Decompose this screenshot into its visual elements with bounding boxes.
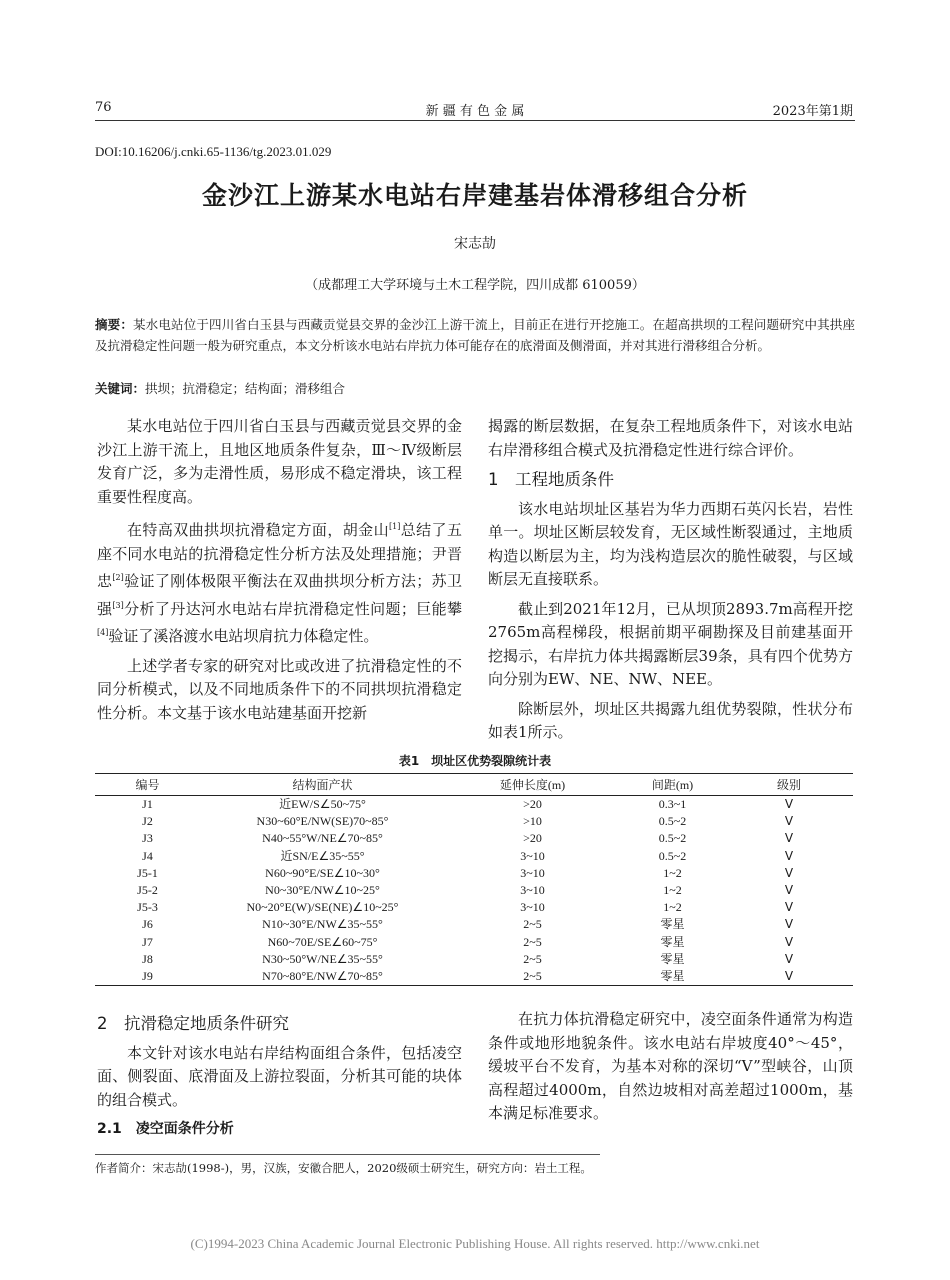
doi: DOI:10.16206/j.cnki.65-1136/tg.2023.01.029 <box>95 144 332 159</box>
table-cell: 3~10 <box>520 900 545 915</box>
table-cell: J8 <box>142 951 153 966</box>
table-cell: Ⅴ <box>784 951 794 966</box>
citation-ref: [2] <box>112 573 124 582</box>
free-face-paragraph: 在抗力体抗滑稳定研究中，凌空面条件通常为构造条件或地形地貌条件。该水电站右岸坡度40°～45°，缓坡平台不发育，为基本对称的深切“V”型峡谷，山顶高程超过4000m，自然边坡相对高差超过1000m，基本满足标准要求。 <box>488 1010 853 1122</box>
geology-paragraph-2: 截止到2021年12月，已从坝顶2893.7m高程开挖2765m高程梯段，根据前期平硐勘探及目前建基面开挖揭示，右岸抗力体共揭露断层39条，具有四个优势方向分别为EW、NE、NW、NEE。 <box>488 599 853 688</box>
table-cell: Ⅴ <box>784 883 794 898</box>
table-cell: Ⅴ <box>784 797 794 812</box>
header-rule <box>95 120 855 121</box>
citation-ref: [3] <box>112 600 124 610</box>
table-cell: Ⅴ <box>784 848 794 863</box>
section-heading-2: 2 抗滑稳定地质条件研究 <box>97 1014 289 1033</box>
citation-ref: [1] <box>388 522 401 531</box>
table-header: 级别 <box>725 774 853 796</box>
table-cell: N60~70E/SE∠60~75° <box>267 934 378 949</box>
table-cell: 0.3~1 <box>658 797 687 812</box>
table-cell: N0~20°E(W)/SE(NE)∠10~25° <box>246 900 399 915</box>
table-cell: J7 <box>142 934 153 949</box>
table-cell: N30~50°W/NE∠35~55° <box>262 951 383 966</box>
intro-paragraph-3-cont: 揭露的断层数据，在复杂工程地质条件下，对该水电站右岸滑移组合模式及抗滑稳定性进行综合评价。 <box>488 417 853 459</box>
table-cell: 零星 <box>660 934 685 949</box>
table-cell: Ⅴ <box>784 900 794 915</box>
issue-label: 2023年第1期 <box>772 104 853 119</box>
table-cell: J3 <box>142 831 153 846</box>
table-row <box>95 951 853 968</box>
left-column <box>97 415 462 731</box>
table-row <box>95 813 853 830</box>
table-cell: J5-3 <box>137 900 158 915</box>
table-cell: 2~5 <box>445 968 620 986</box>
page-number: 76 <box>95 100 112 115</box>
table-cell: J2 <box>142 814 153 829</box>
table-cell: J5-1 <box>137 865 158 880</box>
table-header: 间距(m) <box>620 774 725 796</box>
table-cell: >20 <box>523 797 542 812</box>
author: 宋志劼 <box>454 236 496 252</box>
subsection-heading-2-1: 2.1 凌空面条件分析 <box>97 1121 234 1137</box>
intro-paragraph-1: 某水电站位于四川省白玉县与西藏贡觉县交界的金沙江上游干流上，且地区地质条件复杂，Ⅲ～Ⅳ级断层发育广泛，多为走滑性质，易形成不稳定滑块，该工程重要性程度高。 <box>97 417 462 506</box>
citation-ref: [4] <box>97 628 109 637</box>
stability-paragraph-1: 本文针对该水电站右岸结构面组合条件，包括凌空面、侧裂面、底滑面及上游拉裂面，分析其可能的块体的组合模式。 <box>97 1043 462 1109</box>
journal-name: 新 疆 有 色 金 属 <box>425 104 525 119</box>
left-column-lower <box>97 1012 462 1148</box>
table-row <box>95 968 853 986</box>
abstract-label: 摘要： <box>95 317 134 332</box>
table-cell: 3~10 <box>520 848 545 863</box>
table-row <box>95 882 853 899</box>
table-row <box>95 899 853 916</box>
intro-paragraph-3: 上述学者专家的研究对比或改进了抗滑稳定性的不同分析模式，以及不同地质条件下的不同拱坝抗滑稳定性分析。本文基于该水电站建基面开挖新 <box>97 656 462 722</box>
table-cell: Ⅴ <box>784 831 794 846</box>
table-cell: >10 <box>523 814 542 829</box>
copyright-notice: (C)1994-2023 China Academic Journal Electronic Publishing House. All rights reserved. http://www.cnki.net <box>190 1236 760 1251</box>
affiliation: （成都理工大学环境与土木工程学院，四川成都 610059） <box>305 278 645 293</box>
table-cell: 1~2 <box>663 883 682 898</box>
table-row <box>95 830 853 847</box>
keywords <box>95 379 855 397</box>
table-cell: Ⅴ <box>784 814 794 829</box>
geology-paragraph-3: 除断层外，坝址区共揭露九组优势裂隙，性状分布如表1所示。 <box>488 699 853 741</box>
table-row <box>95 865 853 882</box>
paper-title: 金沙江上游某水电站右岸建基岩体滑移组合分析 <box>201 181 748 210</box>
table-cell: 1~2 <box>663 900 682 915</box>
table-header: 编号 <box>95 774 200 796</box>
table-row <box>95 848 853 865</box>
table-cell: N70~80°E/NW∠70~85° <box>200 968 445 986</box>
keywords-text: 拱坝；抗滑稳定；结构面；滑移组合 <box>145 381 346 396</box>
table-cell: Ⅴ <box>784 865 794 880</box>
author-footnote: 作者简介：宋志劼(1998-)，男，汉族，安徽合肥人，2020级硕士研究生，研究方向：岩土工程。 <box>95 1161 592 1175</box>
abstract <box>95 314 855 356</box>
table-cell: Ⅴ <box>784 917 794 932</box>
table-cell: J5-2 <box>137 883 158 898</box>
table-cell: Ⅴ <box>784 934 794 949</box>
table-cell: 3~10 <box>520 883 545 898</box>
table-cell: N10~30°E/NW∠35~55° <box>262 917 383 932</box>
table-cell: N30~60°E/NW(SE)70~85° <box>256 814 389 829</box>
table-cell: >20 <box>523 831 542 846</box>
table-cell: 3~10 <box>520 865 545 880</box>
table-cell: 近SN/E∠35~55° <box>280 848 365 863</box>
table-row <box>95 934 853 951</box>
table-cell: 零星 <box>620 968 725 986</box>
table-cell: N40~55°W/NE∠70~85° <box>262 831 383 846</box>
table-cell: N60~90°E/SE∠10~30° <box>265 865 380 880</box>
table-row <box>95 796 853 814</box>
table-cell: J6 <box>142 917 153 932</box>
table-cell: 1~2 <box>663 865 682 880</box>
table-cell: 近EW/S∠50~75° <box>279 797 366 812</box>
table-cell: Ⅴ <box>725 968 853 986</box>
table-header: 延伸长度(m) <box>445 774 620 796</box>
abstract-text: 某水电站位于四川省白玉县与西藏贡觉县交界的金沙江上游干流上，目前正在进行开挖施工。在超高拱坝的工程问题研究中其拱座及抗滑稳定性问题一般为研究重点，本文分析该水电站右岸抗力体可能存在的底滑面及侧滑面，并对其进行滑移组合分析。 <box>95 317 855 353</box>
table-cell: 0.5~2 <box>658 814 687 829</box>
table-header: 结构面产状 <box>200 774 445 796</box>
table-cell: 零星 <box>660 951 685 966</box>
table-cell: 0.5~2 <box>658 831 687 846</box>
section-heading-1: 1 工程地质条件 <box>488 470 614 489</box>
table-cell: J1 <box>142 797 153 812</box>
fracture-table <box>95 773 853 986</box>
right-column <box>488 415 853 751</box>
table-cell: J4 <box>142 848 153 863</box>
table-caption: 表1 坝址区优势裂隙统计表 <box>398 754 552 768</box>
table-cell: 零星 <box>660 917 685 932</box>
keywords-label: 关键词： <box>95 381 146 396</box>
table-cell: 2~5 <box>523 917 542 932</box>
table-cell: 2~5 <box>523 934 542 949</box>
table-header-row <box>95 774 853 796</box>
table-row <box>95 916 853 933</box>
table-body <box>95 796 853 986</box>
table-cell: J9 <box>95 968 200 986</box>
footnote-rule <box>95 1154 600 1155</box>
right-column-lower <box>488 1008 853 1132</box>
table-cell: N0~30°E/NW∠10~25° <box>265 883 380 898</box>
geology-paragraph-1: 该水电站坝址区基岩为华力西期石英闪长岩，岩性单一。坝址区断层较发育，无区域性断裂通过，主地质构造以断层为主，均为浅构造层次的脆性破裂，与区域断层无直接联系。 <box>488 499 853 588</box>
table-cell: 0.5~2 <box>658 848 687 863</box>
table-cell: 2~5 <box>523 951 542 966</box>
intro-paragraph-2: 在特高双曲拱坝抗滑稳定方面，胡金山[1]总结了五座不同水电站的抗滑稳定性分析方法及处理措施；尹晋忠[2]验证了刚体极限平衡法在双曲拱坝分析方法；苏卫强[3]分析了丹达河水电站右岸抗滑稳定性问题；巨能攀[4]验证了溪洛渡水电站坝肩抗力体稳定性。 <box>97 521 462 645</box>
